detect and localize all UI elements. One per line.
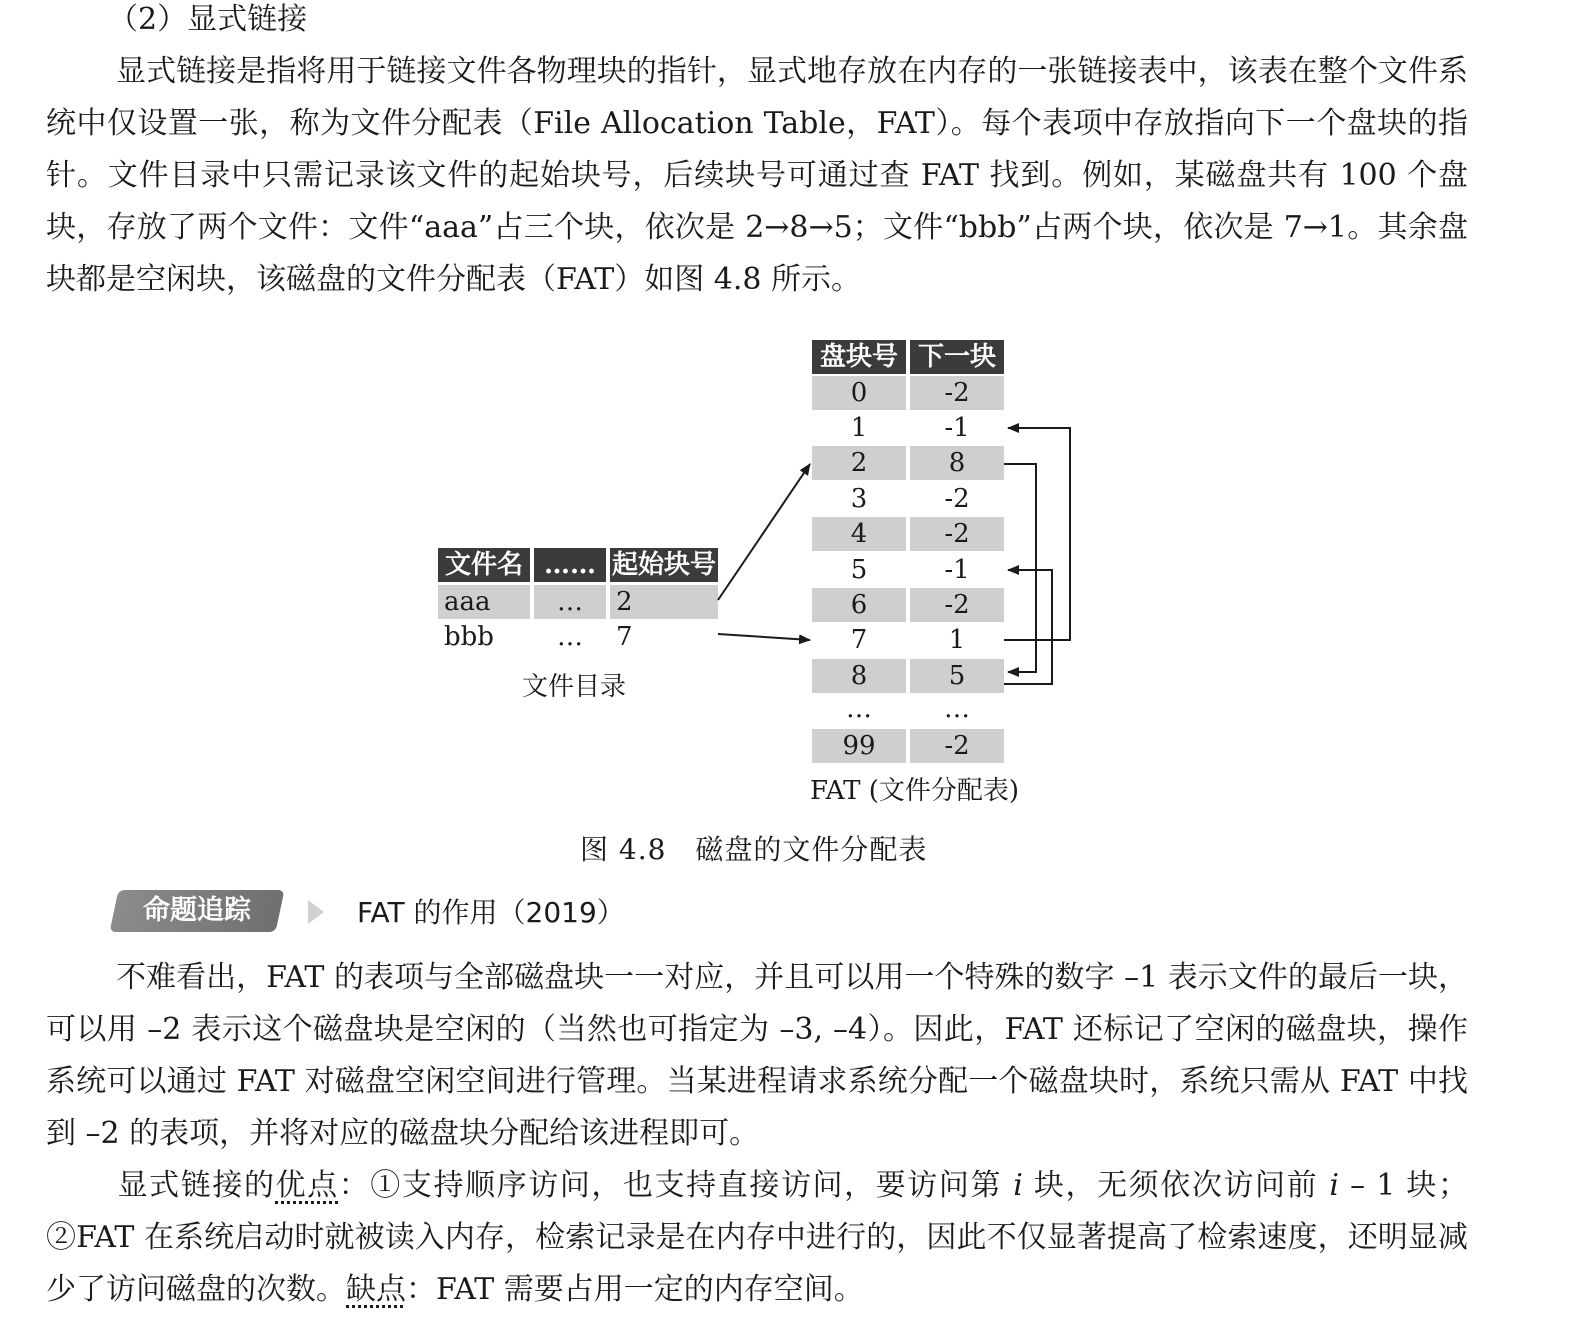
fat-row-next: 5 (910, 659, 1004, 693)
fat-row-next: -2 (910, 588, 1004, 622)
pros-lead: 显式链接的 (116, 1168, 276, 1203)
paragraph-pros-cons (46, 1160, 1468, 1316)
arrow-bbb-to-block-7 (718, 634, 810, 640)
dir-header-start: 起始块号 (611, 550, 716, 580)
fat-row-block: 6 (812, 588, 906, 622)
arrow-block-8-to-5 (1004, 570, 1052, 684)
fat-row-block: 3 (850, 484, 868, 514)
fat-header-block: 盘块号 (812, 340, 906, 374)
disadvantages-text: ：FAT 需要占用一定的内存空间。 (406, 1272, 864, 1307)
dir-row-aaa-start: 2 (610, 585, 718, 619)
variable-i-1: i (1013, 1168, 1023, 1203)
paragraph-intro (46, 46, 1468, 306)
fat-row-next: -2 (910, 376, 1004, 410)
disadvantages-label: 缺点 (346, 1272, 406, 1307)
dir-row-bbb-start: 7 (616, 622, 633, 652)
fat-row-block: 8 (812, 659, 906, 693)
fat-row-next: -1 (944, 413, 970, 443)
fat-row-next: -2 (944, 484, 970, 514)
dir-row-bbb-name: bbb (444, 622, 494, 652)
advantages-label: 优点 (275, 1168, 339, 1203)
fat-row-block: 99 (812, 729, 906, 763)
fat-row-block: 5 (850, 555, 868, 585)
dir-header-ellipsis: …… (534, 548, 606, 582)
paragraph-fat-usage-text: 不难看出，FAT 的表项与全部磁盘块一一对应，并且可以用一个特殊的数字 –1 表示文件的最后一块，可以用 –2 表示这个磁盘块是空闲的（当然也可指定为 –3, –4）。因此，FAT 还标记了空闲的磁盘块，操作系统可以通过 FAT 对磁盘空闲空间进行管理。当某进程请求系统分配一个磁盘块时，系统只需从 FAT 中找到 –2 的表项，并将对应的磁盘块分配给该进程即可。 (46, 960, 1468, 1151)
dir-row-aaa-mid: … (534, 585, 606, 619)
advantages-text-c: – 1 块；②FAT 在系统启动时就被读入内存，检索记录是在内存中进行的，因此不仅显著提高了检索速度，还明显减少了访问磁盘的次数。 (46, 1168, 1468, 1307)
fat-row-block: 2 (812, 446, 906, 480)
fat-row-block: 7 (850, 625, 868, 655)
fat-row-next: 8 (910, 446, 1004, 480)
fat-caption: FAT (文件分配表) (810, 776, 1020, 806)
advantages-text-b: 块，无须依次访问前 (1022, 1168, 1330, 1203)
tracker-badge (110, 890, 285, 932)
variable-i-2: i (1329, 1168, 1339, 1203)
dir-header-name: 文件名 (438, 548, 530, 582)
fat-row-next: 1 (948, 625, 966, 655)
fat-row-block: 4 (812, 517, 906, 551)
fat-row-block: … (846, 694, 872, 724)
fat-row-next: -2 (910, 517, 1004, 551)
tracker-badge-label: 命题追踪 (143, 895, 251, 926)
section-heading: （2）显式链接 (108, 2, 308, 37)
fat-header-next: 下一块 (910, 340, 1004, 374)
fat-row-next: -2 (910, 729, 1004, 763)
dir-row-bbb-mid: … (557, 622, 583, 652)
paragraph-fat-usage (46, 952, 1468, 1160)
fat-row-next: … (944, 694, 970, 724)
arrow-aaa-to-block-2 (718, 464, 810, 600)
fat-row-block: 1 (850, 413, 868, 443)
paragraph-intro-text: 显式链接是指将用于链接文件各物理块的指针，显式地存放在内存的一张链接表中，该表在整个文件系统中仅设置一张，称为文件分配表（File Allocation Table，FAT）。每个表项中存放指向下一个盘块的指针。文件目录中只需记录该文件的起始块号，后续块号可通过查 FAT 找到。例如，某磁盘共有 100 个盘块，存放了两个文件：文件“aaa”占三个块，依次是 2→8→5；文件“bbb”占两个块，依次是 7→1。其余盘块都是空闲块，该磁盘的文件分配表（FAT）如图 4.8 所示。 (46, 54, 1468, 297)
advantages-text-a: ：①支持顺序访问，也支持直接访问，要访问第 (338, 1168, 1014, 1203)
arrow-block-7-to-1 (1004, 428, 1070, 640)
arrow-block-2-to-8 (1004, 464, 1036, 672)
dir-row-aaa-name: aaa (438, 585, 530, 619)
play-arrow-icon (304, 898, 328, 926)
fat-row-block: 0 (812, 376, 906, 410)
fat-row-next: -1 (944, 555, 970, 585)
tracker-text: FAT 的作用（2019） (357, 896, 625, 929)
figure-title: 图 4.8 磁盘的文件分配表 (580, 833, 928, 866)
directory-caption: 文件目录 (522, 672, 627, 702)
